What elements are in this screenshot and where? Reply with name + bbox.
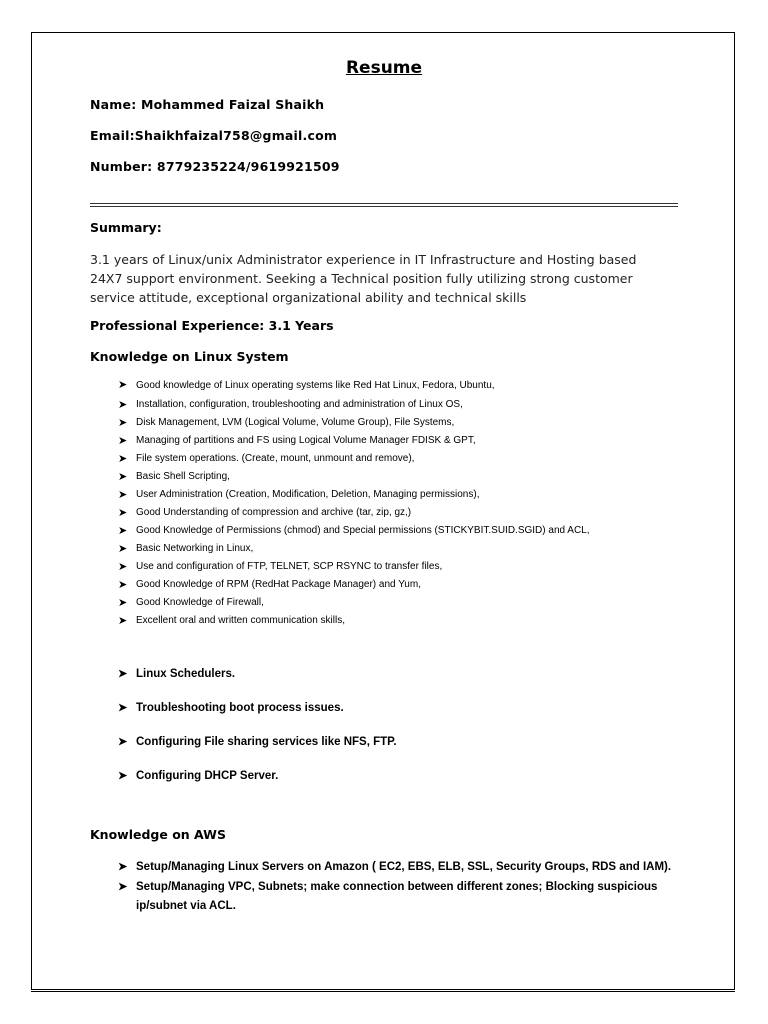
list-item: ➤ Installation, configuration, troubleshooting and administration of Linux OS, (118, 396, 653, 414)
arrow-bullet-icon: ➤ (118, 614, 128, 627)
list-item: ➤ Good Knowledge of RPM (RedHat Package Manager) and Yum, (118, 576, 653, 594)
divider-line (90, 203, 678, 204)
arrow-bullet-icon: ➤ (118, 506, 128, 519)
aws-skill-list (118, 858, 678, 917)
arrow-bullet-icon: ➤ (118, 398, 128, 411)
list-item: ➤ Use and configuration of FTP, TELNET, SCP RSYNC to transfer files, (118, 558, 653, 576)
list-item: ➤ Good knowledge of Linux operating systems like Red Hat Linux, Fedora, Ubuntu, (118, 378, 526, 394)
list-item: ➤ Good Knowledge of Firewall, (118, 594, 653, 612)
arrow-bullet-icon: ➤ (118, 452, 128, 465)
arrow-bullet-icon: ➤ (118, 596, 128, 609)
list-item: ➤ Troubleshooting boot process issues. (118, 691, 658, 725)
list-item: ➤ Good Understanding of compression and archive (tar, zip, gz,) (118, 504, 653, 522)
contact-email: Email:Shaikhfaizal758@gmail.com (90, 128, 338, 143)
arrow-bullet-icon: ➤ (118, 881, 128, 893)
contact-name: Name: Mohammed Faizal Shaikh (90, 97, 325, 112)
arrow-bullet-icon: ➤ (118, 524, 128, 537)
page-border-bottom (31, 991, 735, 992)
list-item: ➤ Basic Shell Scripting, (118, 468, 653, 486)
arrow-bullet-icon: ➤ (118, 560, 128, 573)
list-item: ➤ Managing of partitions and FS using Logical Volume Manager FDISK & GPT, (118, 432, 653, 450)
arrow-bullet-icon: ➤ (118, 542, 128, 555)
arrow-bullet-icon: ➤ (118, 702, 128, 714)
arrow-bullet-icon: ➤ (118, 416, 128, 429)
aws-heading: Knowledge on AWS (90, 827, 226, 842)
summary-heading: Summary: (90, 220, 162, 235)
arrow-bullet-icon: ➤ (118, 770, 128, 782)
list-item: ➤ Basic Networking in Linux, (118, 540, 653, 558)
list-item: ➤ Configuring File sharing services like NFS, FTP. (118, 725, 658, 759)
arrow-bullet-icon: ➤ (118, 470, 128, 483)
divider-line (90, 206, 678, 207)
list-item: ➤ File system operations. (Create, mount, unmount and remove), (118, 450, 653, 468)
linux-heading: Knowledge on Linux System (90, 349, 289, 364)
list-item: ➤ Linux Schedulers. (118, 657, 658, 691)
list-item: ➤ Excellent oral and written communication skills, (118, 612, 653, 630)
list-item: ➤ Good Knowledge of Permissions (chmod) and Special permissions (STICKYBIT.SUID.SGID) and ACL, (118, 522, 653, 540)
list-item: ➤ User Administration (Creation, Modification, Deletion, Managing permissions), (118, 486, 653, 504)
linux-skill-list (118, 378, 653, 630)
arrow-bullet-icon: ➤ (118, 488, 128, 501)
list-item: ➤ Setup/Managing VPC, Subnets; make connection between different zones; Blocking suspicious ip/subnet via ACL. (118, 878, 678, 916)
summary-text: 3.1 years of Linux/unix Administrator experience in IT Infrastructure and Hosting based 24X7 support environment. Seeking a Technical position fully utilizing strong customer service attitude, exceptional organizational ability and technical skills (90, 252, 637, 305)
contact-number: Number: 8779235224/9619921509 (90, 159, 340, 174)
resume-title: Resume (345, 58, 423, 78)
arrow-bullet-icon: ➤ (118, 736, 128, 748)
arrow-bullet-icon: ➤ (118, 578, 128, 591)
experience-heading: Professional Experience: 3.1 Years (90, 318, 334, 333)
arrow-bullet-icon: ➤ (118, 668, 128, 680)
list-item: ➤ Configuring DHCP Server. (118, 759, 658, 793)
arrow-bullet-icon: ➤ (118, 434, 128, 447)
list-item: ➤ Setup/Managing Linux Servers on Amazon ( EC2, EBS, ELB, SSL, Security Groups, RDS and IAM). (118, 858, 678, 877)
linux-major-skill-list (118, 657, 658, 793)
arrow-bullet-icon: ➤ (118, 379, 128, 391)
list-item: ➤ Disk Management, LVM (Logical Volume, Volume Group), File Systems, (118, 414, 653, 432)
arrow-bullet-icon: ➤ (118, 861, 128, 873)
